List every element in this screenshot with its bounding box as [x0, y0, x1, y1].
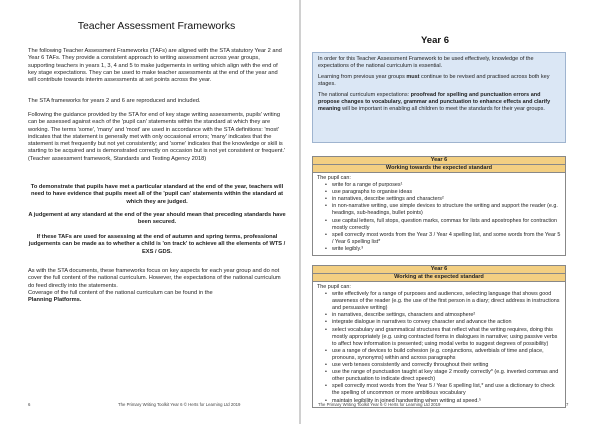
on-track-statement: If these TAFs are used for assessing at the end of autumn and spring terms, professional judgements can be made as to whether a child is 'on track' to achieve all the elements of WTS / EXS / GDS.	[28, 234, 286, 255]
intro-paragraph: The following Teacher Assessment Frameworks (TAFs) are aligned with the STA statutory Year 2 and Year 6 TAFs. They provide a consistent approach to writing assessment across year groups, supporting teachers in years 1, 3, 4 and 5 to make judgements in writing which align with the end of key stage expectations. They can be used to make teacher assessments at the end of the year and will contribute towards interim assessments at set points across the year.	[28, 48, 282, 84]
sta-frameworks-paragraph: The STA frameworks for years 2 and 6 are reproduced and included.	[28, 98, 201, 104]
list-item: • write for a range of purposes¹	[325, 182, 561, 189]
wts-table	[312, 156, 566, 256]
info-box	[312, 52, 566, 143]
left-page	[0, 0, 299, 424]
exs-table-body	[313, 282, 565, 407]
footer-copyright: The Primary Writing Toolkit Year 6 © Herts for Learning Ltd 2019	[118, 402, 241, 407]
list-item: • integrate dialogue in narratives to convey character and advance the action	[325, 319, 561, 326]
list-item: • in narratives, describe settings, characters and atmosphere²	[325, 312, 561, 319]
list-item: • use a range of devices to build cohesion (e.g. conjunctions, adverbials of time and place, pronouns, synonyms) within and across paragraphs	[325, 348, 561, 362]
wts-table-body	[313, 173, 565, 255]
curriculum-paragraph: As with the STA documents, these frameworks focus on key aspects for each year group and do not cover the full content of the national curriculum. However, the expectations of the national curriculum do feed directly into the statements.	[28, 268, 281, 289]
list-item: • spell correctly most words from the Year 3 / Year 4 spelling list, and some words from the Year 5 / Year 6 spelling list*	[325, 232, 561, 246]
list-item: • maintain legibility in joined handwriting when writing at speed.⁵	[325, 398, 561, 405]
evidence-statement: To demonstrate that pupils have met a particular standard at the end of the year, teachers will need to have evidence that pupils meet all of the 'pupil can' statements within the standard at which they are judged.	[30, 184, 284, 205]
coverage-text: Coverage of the full content of the national curriculum can be found in the	[28, 290, 213, 296]
list-item: • use capital letters, full stops, question marks, commas for lists and apostrophes for contraction mostly correctly	[325, 218, 561, 232]
exs-list	[325, 291, 561, 405]
exs-heading: Working at the expected standard	[394, 274, 484, 280]
list-item: • spell correctly most words from the Year 5 / Year 6 spelling list,* and use a dictionary to check the spelling of uncommon or more ambitious vocabulary	[325, 383, 561, 397]
wts-heading: Working towards the expected standard	[385, 165, 493, 171]
list-item: • in narratives, describe settings and characters²	[325, 196, 561, 203]
wts-list	[325, 182, 561, 253]
list-item: • write effectively for a range of purposes and audiences, selecting language that shows good awareness of the reader (e.g. the use of the first person in a diary; direct address in instructions and persuasive writing)	[325, 291, 561, 312]
footer-page-number-right: 7	[566, 402, 569, 407]
year-heading: Year 6	[421, 35, 449, 46]
exs-table-header	[313, 266, 565, 282]
planning-platforms-link[interactable]: Planning Platforms.	[28, 297, 82, 304]
list-item: • use paragraphs to organise ideas	[325, 189, 561, 196]
page-title: Teacher Assessment Frameworks	[77, 20, 236, 32]
list-item: • select vocabulary and grammatical structures that reflect what the writing requires, doing this mostly appropriately (e.g. using contracted forms in dialogues in narrative; using passive verbs to affect how information is presented; using modal verbs to suggest degrees of possibility)	[325, 327, 561, 348]
exs-year-label: Year 6	[313, 266, 565, 274]
info-paragraph-1: In order for this Teacher Assessment Framework to be used effectively, knowledge of the expectations of the national curriculum is essential.	[318, 56, 534, 69]
list-item: • use the range of punctuation taught at key stage 2 mostly correctly* (e.g. inverted commas and other punctuation to indicate direct speech)	[325, 369, 561, 383]
wts-table-header	[313, 157, 565, 173]
judgement-statement: A judgement at any standard at the end of the year should mean that preceding standards have been secured.	[28, 212, 286, 226]
footer-page-number: 6	[28, 402, 31, 407]
exs-table	[312, 265, 569, 408]
guidance-paragraph: Following the guidance provided by the STA for end of key stage writing assessments, pupils' writing can be assessed against each of the 'pupil can' statements within the standard at which they are working. The terms 'some', 'many' and 'most' are used in accordance with the STA definitions: 'most' indicates that the statement is generally met with only occasional errors; 'many' indicates that the statement is met frequently but not yet consistently; and 'some' indicates that the knowledge or skill is starting to be acquired and is demonstrated correctly on occasion but is not yet consistent or frequent.' (Teacher assessment framework, Standards and Testing Agency 2018)	[28, 112, 286, 162]
list-item: • use verb tenses consistently and correctly throughout their writing	[325, 362, 561, 369]
wts-intro: The pupil can:	[317, 175, 351, 181]
info-paragraph-3: The national curriculum expectations: proofread for spelling and punctuation errors and propose changes to vocabulary, grammar and punctuation to enhance effects and clarify meaning will be important in enabling all children to meet the standards for their year groups.	[318, 92, 551, 112]
list-item: • write legibly.³	[325, 246, 561, 253]
footer-copyright-right: The Primary Writing Toolkit Year 6 © Herts for Learning Ltd 2019	[318, 402, 441, 407]
list-item: • in non-narrative writing, use simple devices to structure the writing and support the reader (e.g. headings, sub-headings, bullet points)	[325, 203, 561, 217]
info-paragraph-2: Learning from previous year groups must continue to be revised and practised across both key stages.	[318, 74, 550, 87]
exs-intro: The pupil can:	[317, 284, 351, 290]
wts-year-label: Year 6	[313, 157, 565, 165]
coverage-paragraph	[28, 290, 286, 305]
